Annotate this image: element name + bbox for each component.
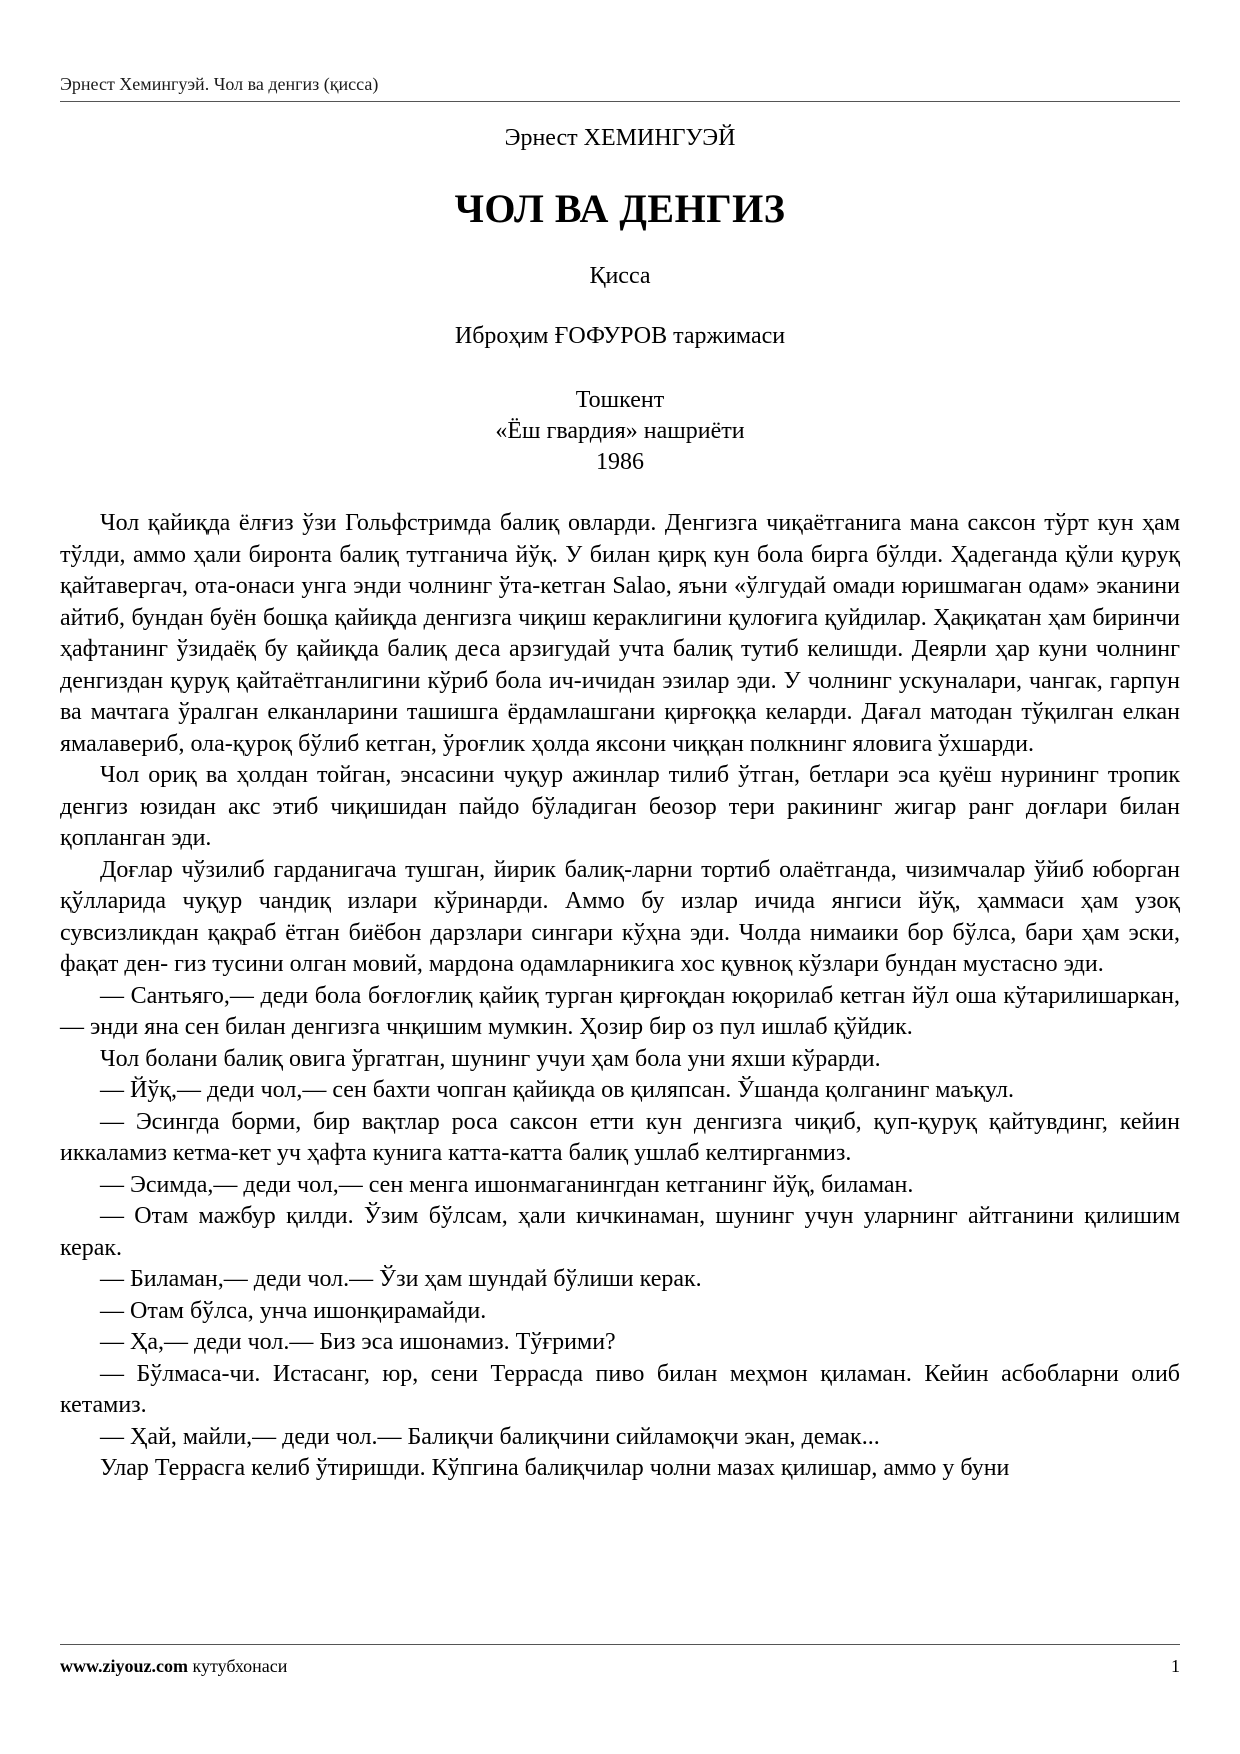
imprint-city: Тошкент bbox=[575, 387, 665, 413]
body-paragraph: — Бўлмаса-чи. Истасанг, юр, сени Террасда пиво билан меҳмон қиламан. Кейин асбобларни олиб кетамиз. bbox=[60, 1360, 1180, 1418]
body-paragraph: Чол қайиқда ёлғиз ўзи Гольфстримда балиқ овларди. Денгизга чиқаётганига мана саксон тўрт кун ҳам тўлди, аммо ҳали биронта балиқ тутганича йўқ. У билан қирқ кун бола бирга бўлди. Ҳадеганда қўли қуруқ қайтавергач, ота-онаси унга энди чолнинг ўта-кетган Salao, яъни «ўлгудай омади юришмаган одам» эканини айтиб, бундан буён бошқа қайиқда денгизга чиқиш кераклигини қулоғига қуйдилар. Ҳақиқатан ҳам биринчи ҳафтанинг ўзидаёқ бу қайиқда балиқ деса арзигудай учта балиқ тутиб келишди. Деярли ҳар куни чолнинг денгиздан қуруқ қайтаётганлигини кўриб бола ич-ичидан эзилар эди. У чолнинг ускуналари, чангак, гарпун ва мачтага ўралган елканларини ташишга ёрдамлашгани қирғоққа келарди. Дағал матодан тўқилган елкан ямалавериб, ола-қуроқ бўлиб кетган, ўроғлик ҳолда яксони чиққан полкнинг яловига ўхшарди. bbox=[60, 510, 1180, 757]
body-paragraph: — Ҳай, майли,— деди чол.— Балиқчи балиқчини сийламоқчи экан, демак... bbox=[100, 1423, 880, 1450]
body-paragraph: — Отам мажбур қилди. Ўзим бўлсам, ҳали кичкинаман, шунинг учун уларнинг айтганини қилишим керак. bbox=[60, 1203, 1180, 1261]
body-paragraph: Доғлар чўзилиб гарданигача тушган, йирик балиқ-ларни тортиб олаётганда, чизимчалар ўйиб юборган қўлларида чуқур чандиқ излари кўринарди. Аммо бу излар ичида янгиси йўқ, ҳаммаси ҳам узоқ сувсизликдан қақраб ётган биёбон дарзлари сингари кўҳна эди. Чолда нимаики бор бўлса, бари ҳам эски, фақат ден- гиз тусини олган мовий, мардона одамларникига хос қувноқ кўзлари бундан мустасно эди. bbox=[60, 856, 1180, 977]
body-paragraph: — Эсингда борми, бир вақтлар роса саксон етти кун денгизга чиқиб, қуп-қуруқ қайтувдинг, кейин иккаламиз кетма-кет уч ҳафта кунига катта-катта балиқ ушлаб келтирганмиз. bbox=[60, 1108, 1180, 1166]
body-paragraph: — Йўқ,— деди чол,— сен бахти чопган қайиқда ов қиляпсан. Ўшанда қолганинг маъқул. bbox=[100, 1077, 1014, 1103]
body-paragraph: Чол болани балиқ овига ўргатган, шунинг учуи ҳам бола уни яхши кўрарди. bbox=[100, 1045, 881, 1072]
body-paragraph: Улар Террасга келиб ўтиришди. Кўпгина балиқчилар чолни мазах қилишар, аммо у буни bbox=[100, 1455, 1010, 1481]
body-paragraph: — Сантьяго,— деди бола боғлоғлиқ қайиқ турган қирғоқдан юқорилаб кетган йўл оша кўтарилишаркан,— энди яна сен билан денгизга чнқишим мумкин. Ҳозир бир оз пул ишлаб қўйдик. bbox=[60, 982, 1180, 1040]
title-block bbox=[60, 124, 1180, 478]
body-text bbox=[60, 508, 1180, 1485]
genre-label: Қисса bbox=[589, 263, 651, 289]
body-paragraph: — Отам бўлса, унча ишонқирамайди. bbox=[100, 1297, 487, 1324]
footer-credit bbox=[60, 1656, 287, 1676]
running-title: Эрнест Хемингуэй. Чол ва денгиз (қисса) bbox=[60, 74, 379, 94]
imprint-publisher: «Ёш гвардия» нашриёти bbox=[495, 418, 745, 444]
imprint-year: 1986 bbox=[596, 449, 644, 475]
imprint bbox=[60, 385, 1180, 478]
translator-credit: Иброҳим ҒОФУРОВ таржимаси bbox=[454, 323, 786, 349]
header-divider bbox=[60, 101, 1180, 102]
page-number: 1 bbox=[1171, 1656, 1180, 1676]
footer-site-suffix: кутубхонаси bbox=[187, 1656, 288, 1676]
page-footer bbox=[60, 1656, 1180, 1676]
author-name: Эрнест ХЕМИНГУЭЙ bbox=[504, 125, 736, 151]
book-title: ЧОЛ ВА ДЕНГИЗ bbox=[454, 186, 786, 231]
running-header bbox=[60, 74, 1180, 94]
body-paragraph: — Биламан,— деди чол.— Ўзи ҳам шундай бўлиши керак. bbox=[100, 1266, 702, 1292]
body-paragraph: — Эсимда,— деди чол,— сен менга ишонмаганингдан кетганинг йўқ, биламан. bbox=[100, 1171, 914, 1198]
body-paragraph: — Ҳа,— деди чол.— Биз эса ишонамиз. Тўғрими? bbox=[100, 1329, 616, 1355]
body-paragraph: Чол ориқ ва ҳолдан тойган, энсасини чуқур ажинлар тилиб ўтган, бетлари эса қуёш нурининг тропик денгиз юзидан акс этиб чиқишидан пайдо бўладиган беозор тери ракининг жигар ранг доғлари билан қопланган эди. bbox=[60, 762, 1180, 851]
footer-divider bbox=[60, 1644, 1180, 1645]
footer-site-link[interactable]: www.ziyouz.com bbox=[60, 1656, 188, 1676]
